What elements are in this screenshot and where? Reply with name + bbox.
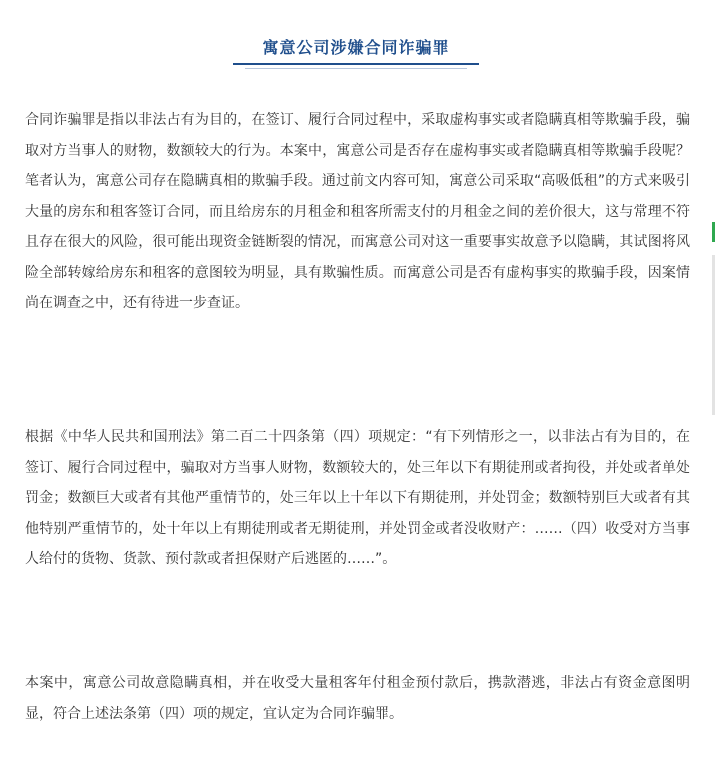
article-title: 寓意公司涉嫌合同诈骗罪 [262,38,450,57]
article-header [231,30,481,72]
title-underline-thin [245,68,467,69]
title-underline-thick [233,63,479,65]
paragraph-conclusion: 本案中，寓意公司故意隐瞒真相，并在收受大量租客年付租金预付款后，携款潜逃，非法占有资金意图明显，符合上述法条第（四）项的规定，宜认定为合同诈骗罪。 [25,675,690,722]
paragraph-definition: 合同诈骗罪是指以非法占有为目的，在签订、履行合同过程中，采取虚构事实或者隐瞒真相等欺骗手段，骗取对方当事人的财物，数额较大的行为。本案中，寓意公司是否存在虚构事实或者隐瞒真相等欺骗手段呢？笔者认为，寓意公司存在隐瞒真相的欺骗手段。通过前文内容可知，寓意公司采取“高吸低租”的方式来吸引大量的房东和租客签订合同，而且给房东的月租金和租客所需支付的月租金之间的差价很大，这与常理不符且存在很大的风险，很可能出现资金链断裂的情况，而寓意公司对这一重要事实故意予以隐瞒，其试图将风险全部转嫁给房东和租客的意图较为明显，具有欺骗性质。而寓意公司是否有虚构事实的欺骗手段，因案情尚在调查之中，还有待进一步查证。 [25,112,690,311]
paragraph-law-citation: 根据《中华人民共和国刑法》第二百二十四条第（四）项规定：“有下列情形之一，以非法占有为目的，在签订、履行合同过程中，骗取对方当事人财物，数额较大的，处三年以下有期徒刑或者拘役，并处或者单处罚金；数额巨大或者有其他严重情节的，处三年以上十年以下有期徒刑，并处罚金；数额特别巨大或者有其他特别严重情节的，处十年以上有期徒刑或者无期徒刑，并处罚金或者没收财产：……（四）收受对方当事人给付的货物、货款、预付款或者担保财产后逃匿的……”。 [25,429,690,567]
